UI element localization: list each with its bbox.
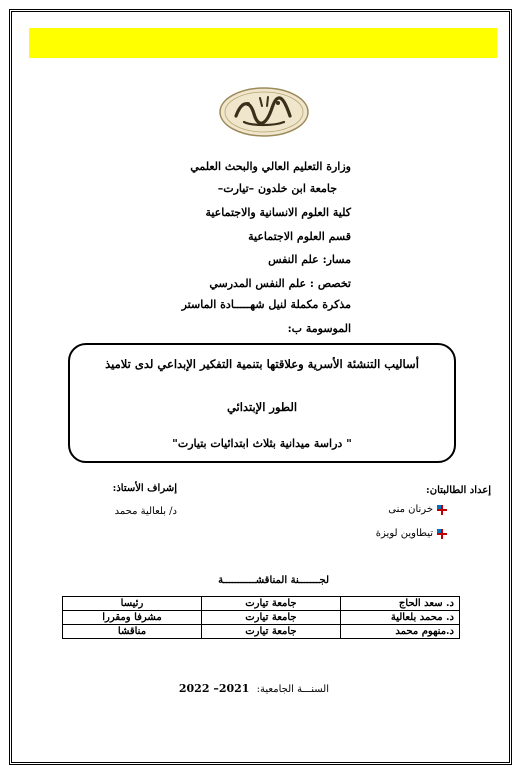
member-university: جامعة تيارت [201,597,340,611]
table-row [63,597,460,611]
university-logo [218,86,310,138]
supervisor-name: د/ بلعالية محمد [114,506,177,517]
committee-table [62,596,460,639]
member-role: مناقشا [63,625,202,639]
thesis-title-box [68,343,456,463]
thesis-subtitle: " دراسة ميدانية بثلاث ابتدائيات بتيارت" [172,437,352,450]
thesis-title-line2: الطور الإبتدائي [226,400,298,414]
academic-year-value: 2021– 2022 [178,682,250,695]
member-role: رئيسا [63,597,202,611]
cross-bullet-icon [437,529,447,539]
student-item-2 [376,528,447,539]
student-item-1 [388,504,447,515]
member-university: جامعة تيارت [201,625,340,639]
member-name: د. سعد الحاج [340,597,459,611]
thesis-title-line1: أساليب التنشئة الأسرية وعلاقتها بتنمية التفكير الإبداعي لدى تلاميذ [105,357,419,371]
table-row [63,611,460,625]
supervisor-label: إشراف الأستاذ: [112,483,177,494]
member-role: مشرفا ومقررا [63,611,202,625]
titled-line: الموسومة ب: [287,322,351,335]
student-name: تيطاوين لويزة [375,528,433,539]
ministry-line: وزارة التعليم العالي والبحث العلمي [190,160,351,173]
student-name: خرنان منى [388,504,433,515]
yellow-banner [29,28,497,58]
member-name: د.منهوم محمد [340,625,459,639]
degree-line: مذكرة مكملة لنيل شهـــــادة الماستر [181,298,351,311]
cross-bullet-icon [437,505,447,515]
committee-title: لجـــــــنة المناقشـــــــــــة [218,575,329,586]
academic-year [179,682,329,695]
table-row [63,625,460,639]
track-line: مسار: علم النفس [268,253,351,266]
specialty-line: تخصص : علم النفس المدرسي [209,277,351,290]
university-line: جامعة ابن خلدون –تيارت– [217,182,337,195]
member-university: جامعة تيارت [201,611,340,625]
department-line: قسم العلوم الاجتماعية [248,230,351,243]
faculty-line: كلية العلوم الانسانية والاجتماعية [205,206,351,219]
prepared-by-label: إعداد الطالبتان: [426,485,491,496]
member-name: د. محمد بلعالية [340,611,459,625]
academic-year-label: السنـــة الجامعية: [256,684,329,695]
